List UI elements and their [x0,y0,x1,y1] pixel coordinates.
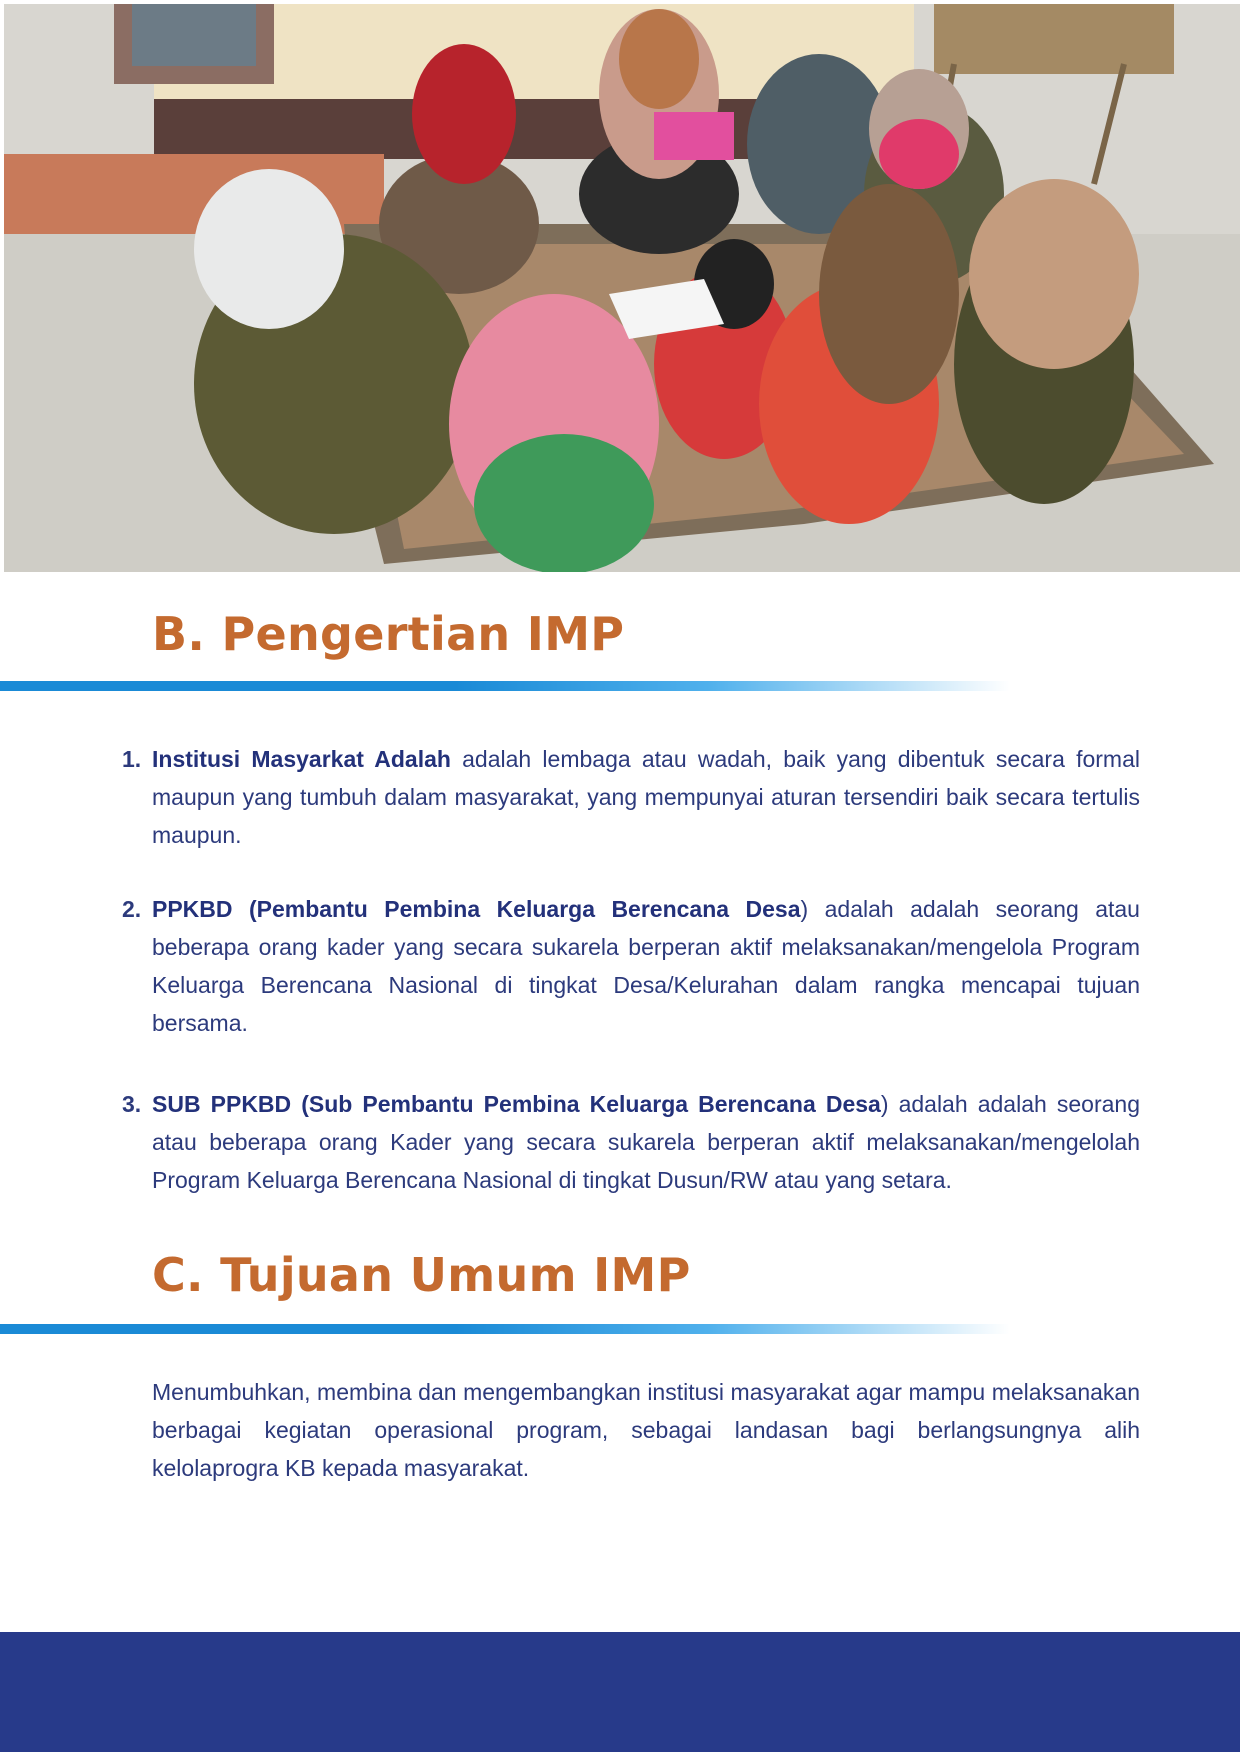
list-item [120,1085,1140,1199]
list-item [120,890,1140,1042]
list-item [120,740,1140,854]
list-item-term: Institusi Masyarkat Adalah [152,746,451,772]
section-c-title: C. Tujuan Umum IMP [152,1248,691,1302]
section-b-title: B. Pengertian IMP [152,607,625,661]
list-item-number: 3. [122,1091,142,1117]
section-c-paragraph: Menumbuhkan, membina dan mengembangkan institusi masyarakat agar mampu melaksanakan berbagai kegiatan operasional program, sebagai landasan bagi berlangsungnya alih kelolaprogra KB kepada masyarakat. [152,1379,1140,1481]
list-item-term: PPKBD (Pembantu Pembina Keluarga Berencana Desa [152,896,801,922]
footer-band [0,1632,1240,1752]
list-item-number: 2. [122,896,142,922]
list-item-term: SUB PPKBD (Sub Pembantu Pembina Keluarga Berencana Desa [152,1091,881,1117]
list-item-text: ) adalah adalah seorang atau beberapa orang kader yang secara sukarela berperan aktif melaksanakan/mengelola Program Keluarga Berencana Nasional di tingkat Desa/Kelurahan dalam rangka mencapai tujuan bersama. [152,896,1140,1036]
section-c-divider [0,1324,1010,1334]
group-meeting-photo [4,4,1240,572]
list-item-number: 1. [122,746,142,772]
list-item-text: ) adalah adalah seorang atau beberapa orang Kader yang secara sukarela berperan aktif melaksanakan/mengelolah Program Keluarga Berencana Nasional di tingkat Dusun/RW atau yang setara. [152,1091,1140,1193]
photo-illustration [4,4,1240,572]
list-item-text: adalah lembaga atau wadah, baik yang dibentuk secara formal maupun yang tumbuh dalam masyarakat, yang mempunyai aturan tersendiri baik secara tertulis maupun. [152,746,1140,848]
section-b-divider [0,681,1010,691]
definition-list [120,740,1140,1235]
